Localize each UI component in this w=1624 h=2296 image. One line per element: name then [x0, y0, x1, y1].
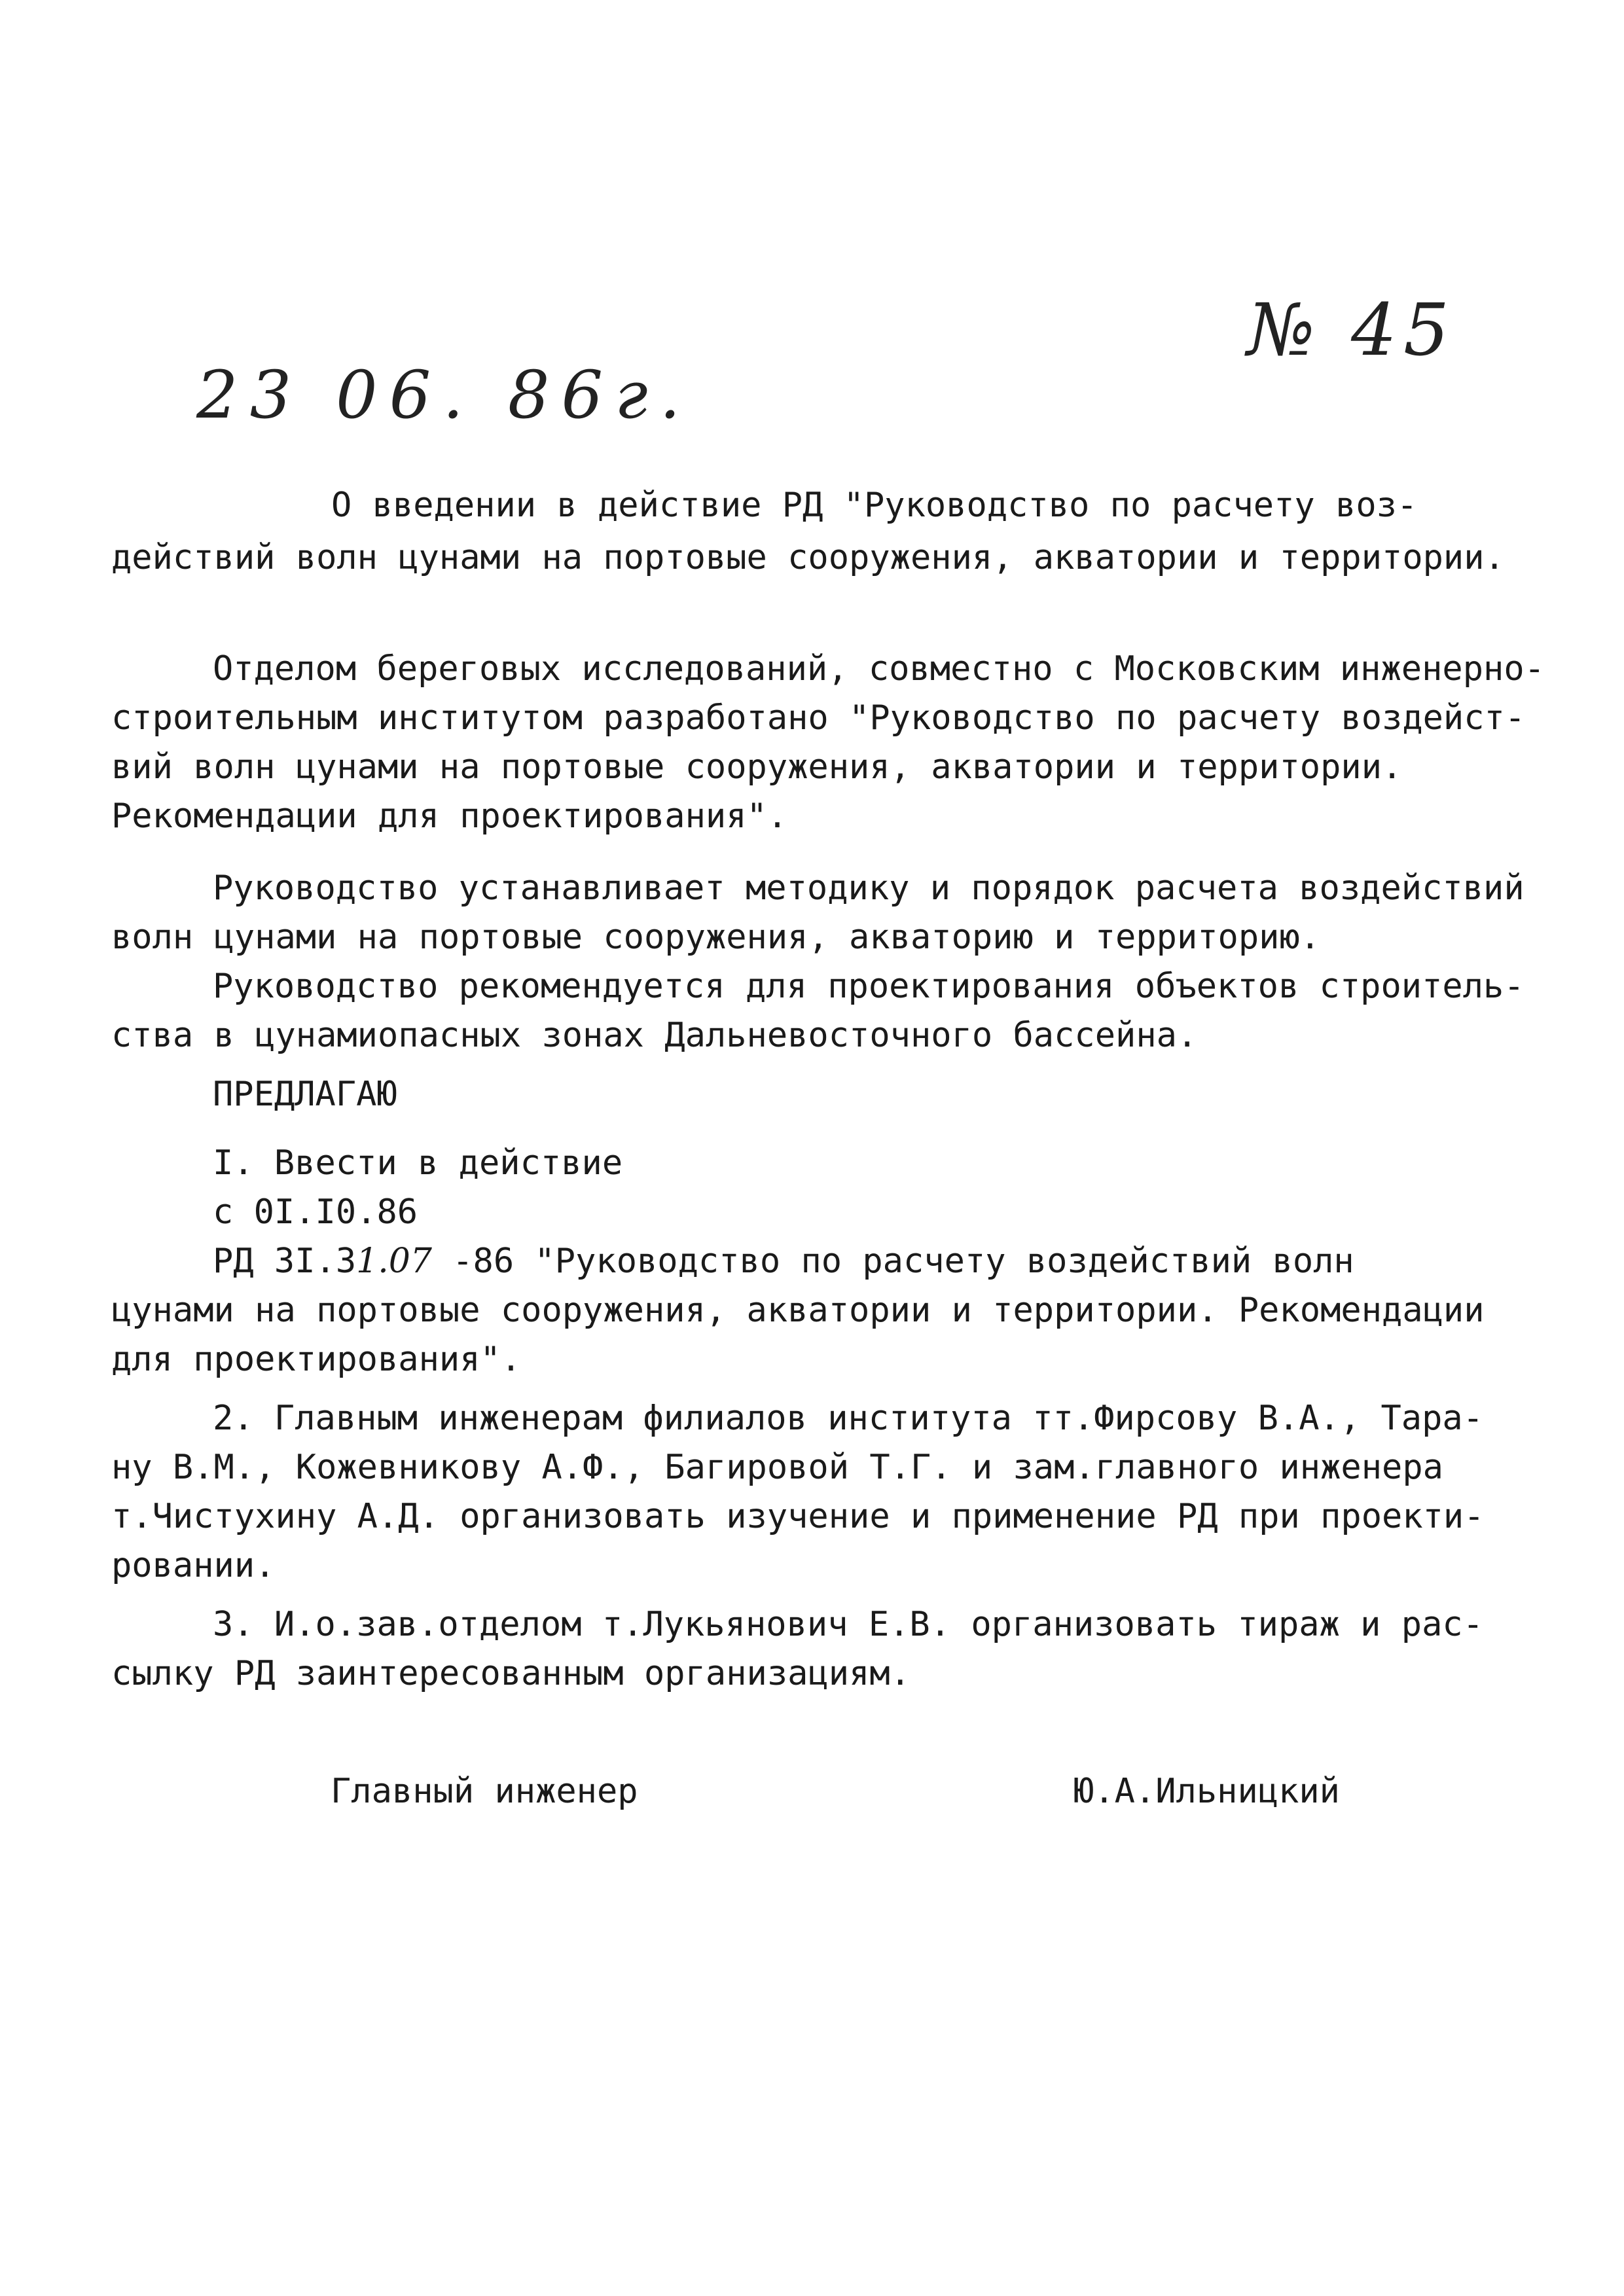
item-2-line-1: 2. Главным инженерам филиалов института тт.Фирсову В.А., Тара-	[213, 1399, 1484, 1438]
propose-heading: ПРЕДЛАГАЮ	[213, 1075, 397, 1114]
title-line-2: действий волн цунами на портовые сооружения, акватории и территории.	[111, 538, 1505, 577]
item-2-line-4: ровании.	[111, 1546, 276, 1585]
item-1-heading: I. Ввести в действие	[213, 1143, 623, 1183]
paragraph-3-line-2: ства в цунамиопасных зонах Дальневосточного бассейна.	[111, 1016, 1198, 1055]
paragraph-3-line-1: Руководство рекомендуется для проектирования объектов строитель-	[213, 967, 1525, 1006]
item-2-line-2: ну В.М., Кожевникову А.Ф., Багировой Т.Г. и зам.главного инженера	[111, 1448, 1443, 1487]
paragraph-1-line-4: Рекомендации для проектирования".	[111, 797, 788, 836]
title-line-1: О введении в действие РД "Руководство по расчету воз-	[331, 486, 1418, 525]
item-1-date: с 0I.I0.86	[213, 1193, 418, 1232]
item-1-rd-line	[213, 1237, 1354, 1286]
item-2-line-3: т.Чистухину А.Д. организовать изучение и применение РД при проекти-	[111, 1497, 1485, 1536]
paragraph-2-line-2: волн цунами на портовые сооружения, акваторию и территорию.	[111, 918, 1321, 957]
paragraph-1-line-1: Отделом береговых исследований, совместно с Московским инженерно-	[213, 649, 1545, 689]
item-1-line-2: цунами на портовые сооружения, акватории и территории. Рекомендации	[111, 1291, 1485, 1330]
rd-suffix: -86 "Руководство по расчету воздействий волн	[431, 1242, 1354, 1281]
paragraph-1-line-2: строительным институтом разработано "Руководство по расчету воздейст-	[111, 698, 1526, 738]
signature-title: Главный инженер	[331, 1772, 638, 1811]
item-3-line-2: сылку РД заинтересованным организациям.	[111, 1654, 911, 1693]
signature-name: Ю.А.Ильницкий	[1074, 1772, 1340, 1811]
handwritten-order-number: № 45	[1247, 288, 1456, 372]
item-3-line-1: 3. И.о.зав.отделом т.Лукьянович Е.В. организовать тираж и рас-	[213, 1605, 1484, 1644]
paragraph-1-line-3: вий волн цунами на портовые сооружения, акватории и территории.	[111, 747, 1403, 787]
paragraph-2-line-1: Руководство устанавливает методику и порядок расчета воздействий	[213, 869, 1525, 908]
rd-prefix: РД 3I.3	[213, 1242, 357, 1281]
handwritten-date: 23 06. 86г.	[196, 357, 693, 433]
rd-handwritten-number: 1.07	[356, 1242, 432, 1281]
item-1-line-3: для проектирования".	[111, 1340, 522, 1379]
